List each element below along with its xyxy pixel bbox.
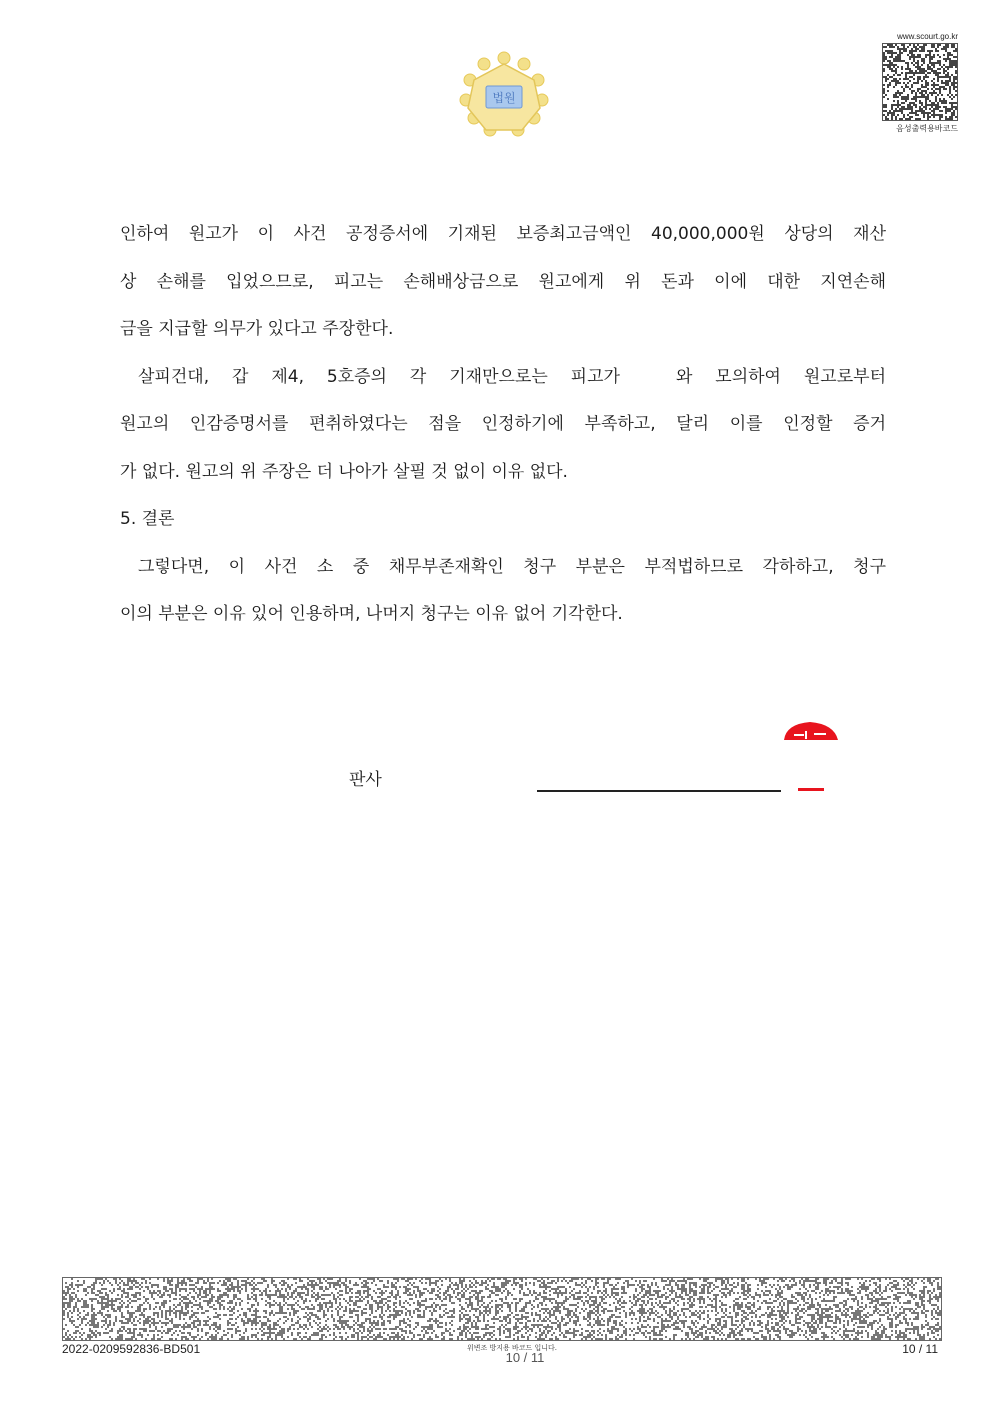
page-number: 10 / 11 [902, 1342, 938, 1356]
paragraph-2-line-1 [138, 365, 886, 389]
qr-code-block [878, 32, 958, 134]
qr-url: www.scourt.go.kr [897, 32, 958, 41]
section-heading-conclusion: 5. 결론 [120, 509, 175, 529]
paragraph-3-line-1: 그렇다면, 이 사건 소 중 채무부존재확인 청구 부분은 부적법하므로 각하하고, 청구 [138, 557, 886, 577]
center-page-number: 10 / 11 [505, 1350, 545, 1365]
emblem-label: 법원 [492, 91, 516, 105]
judge-label: 판사 [349, 770, 382, 790]
barcode-note: 위변조 방지용 바코드 입니다. [466, 1344, 558, 1352]
court-emblem-icon [456, 50, 552, 142]
paragraph-2-line-1-after: 와 모의하여 원고로부터 [675, 367, 886, 387]
paragraph-2-line-1-before: 살피건대, 갑 제4, 5호증의 각 기재만으로는 피고가 [138, 367, 620, 387]
qr-caption: 음성출력용바코드 [896, 124, 958, 133]
red-seal-stamp-icon [780, 718, 842, 798]
document-id: 2022-0209592836-BD501 [62, 1342, 201, 1356]
qr-code-icon [882, 43, 958, 121]
paragraph-1-line-2: 상 손해를 입었으므로, 피고는 손해배상금으로 원고에게 위 돈과 이에 대한 지연손해 [120, 272, 886, 292]
paragraph-1-line-3: 금을 지급할 의무가 있다고 주장한다. [120, 319, 394, 339]
anti-forgery-barcode [62, 1277, 942, 1341]
paragraph-2-line-2: 원고의 인감증명서를 편취하였다는 점을 인정하기에 부족하고, 달리 이를 인정할 증거 [120, 414, 886, 434]
signature-line [537, 790, 781, 792]
paragraph-3-line-2: 이의 부분은 이유 있어 인용하며, 나머지 청구는 이유 없어 기각한다. [120, 604, 623, 624]
paragraph-1-line-1: 인하여 원고가 이 사건 공정증서에 기재된 보증최고금액인 40,000,000원 상당의 재산 [120, 224, 886, 244]
paragraph-2-line-3: 가 없다. 원고의 위 주장은 더 나아가 살필 것 없이 이유 없다. [120, 462, 568, 482]
